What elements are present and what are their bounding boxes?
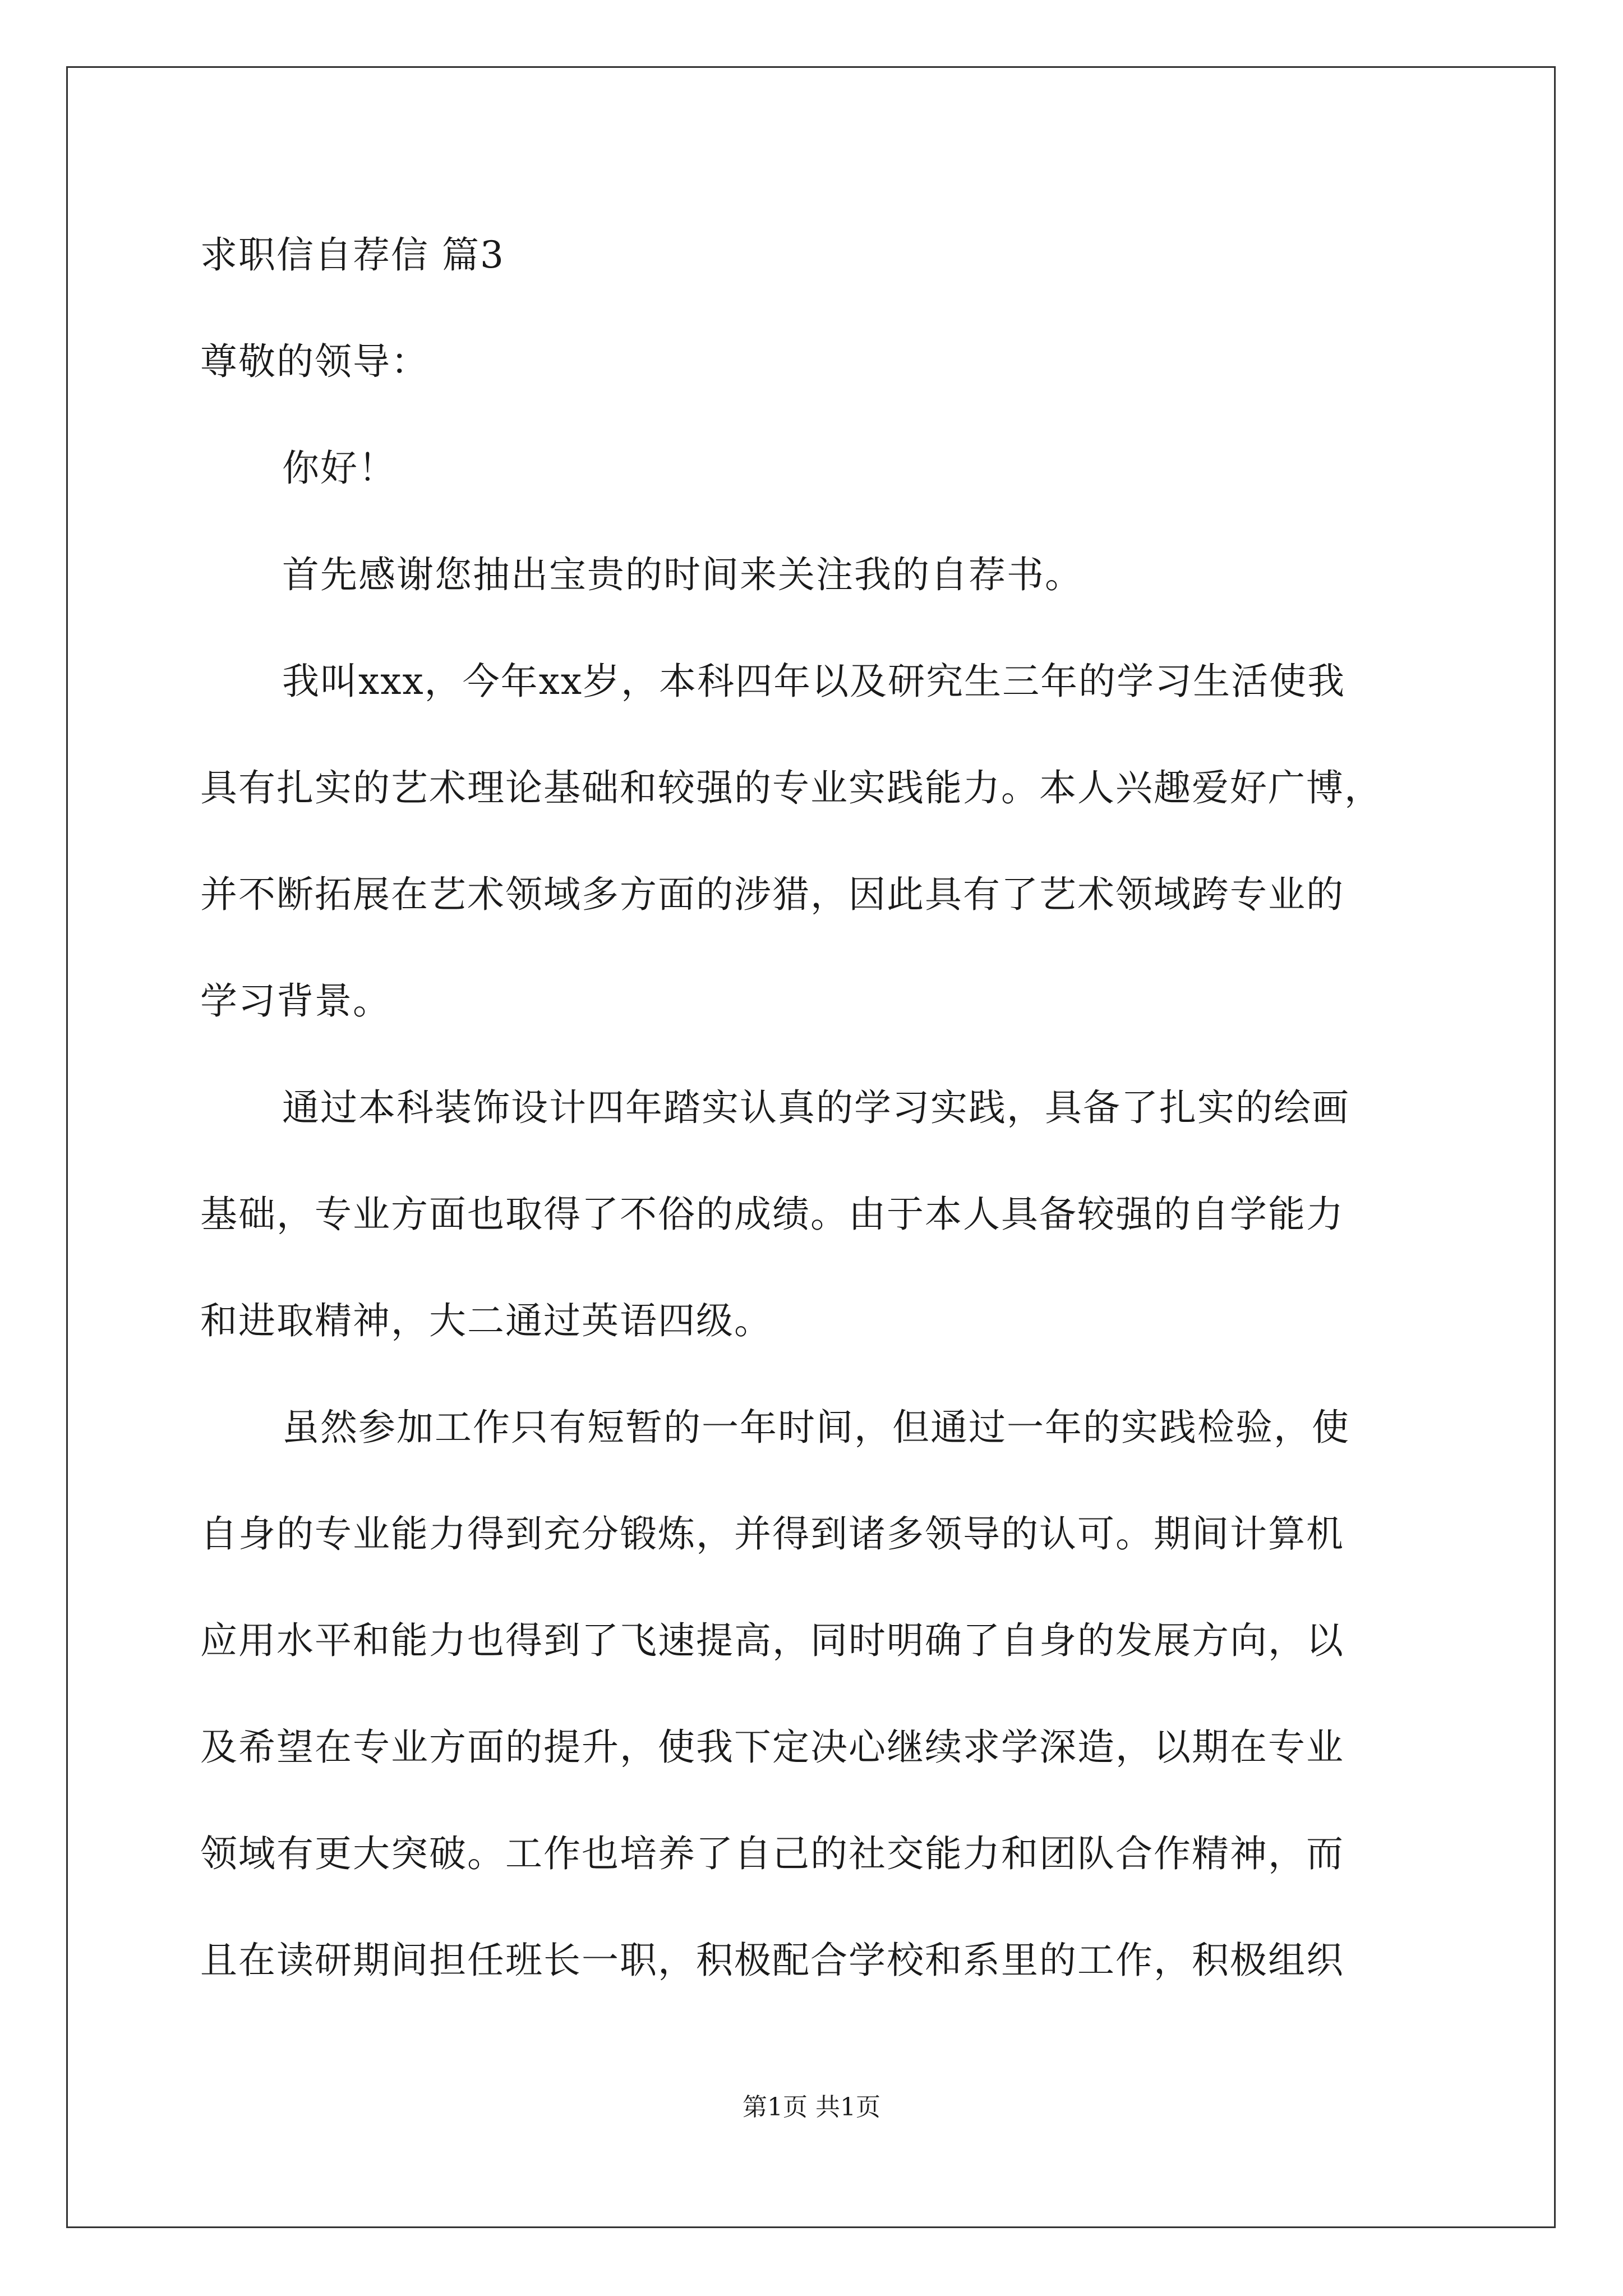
- text-line: 和进取精神，大二通过英语四级。: [200, 1299, 772, 1342]
- text-line: 基础，专业方面也取得了不俗的成绩。由于本人具备较强的自学能力: [200, 1193, 1344, 1236]
- text-line: 且在读研期间担任班长一职，积极配合学校和系里的工作，积极组织: [200, 1939, 1344, 1982]
- text-line: 及希望在专业方面的提升，使我下定决心继续求学深造，以期在专业: [200, 1726, 1344, 1769]
- text-line: 领域有更大突破。工作也培养了自己的社交能力和团队合作精神，而: [200, 1832, 1344, 1875]
- body-text: [200, 415, 1434, 2014]
- document-heading: 求职信自荐信 篇3: [200, 233, 505, 277]
- text-line: 我叫xxx，今年xx岁，本科四年以及研究生三年的学习生活使我: [282, 660, 1346, 703]
- text-line: 你好！: [282, 447, 396, 490]
- text-line: 并不断拓展在艺术领域多方面的涉猎，因此具有了艺术领域跨专业的: [200, 873, 1344, 916]
- text-line: 学习背景。: [200, 979, 391, 1023]
- salutation: 尊敬的领导：: [200, 340, 429, 383]
- text-line: 自身的专业能力得到充分锻炼，并得到诸多领导的认可。期间计算机: [200, 1512, 1344, 1556]
- text-line: 虽然参加工作只有短暂的一年时间，但通过一年的实践检验，使: [282, 1406, 1350, 1449]
- text-line: 首先感谢您抽出宝贵的时间来关注我的自荐书。: [282, 553, 1083, 596]
- text-line: 应用水平和能力也得到了飞速提高，同时明确了自身的发展方向，以: [200, 1619, 1344, 1662]
- document-body: [200, 202, 1434, 2014]
- text-line: 通过本科装饰设计四年踏实认真的学习实践，具备了扎实的绘画: [282, 1086, 1350, 1129]
- page-footer: 第1页 共1页: [743, 2093, 880, 2122]
- text-line: 具有扎实的艺术理论基础和较强的专业实践能力。本人兴趣爱好广博，: [200, 766, 1382, 809]
